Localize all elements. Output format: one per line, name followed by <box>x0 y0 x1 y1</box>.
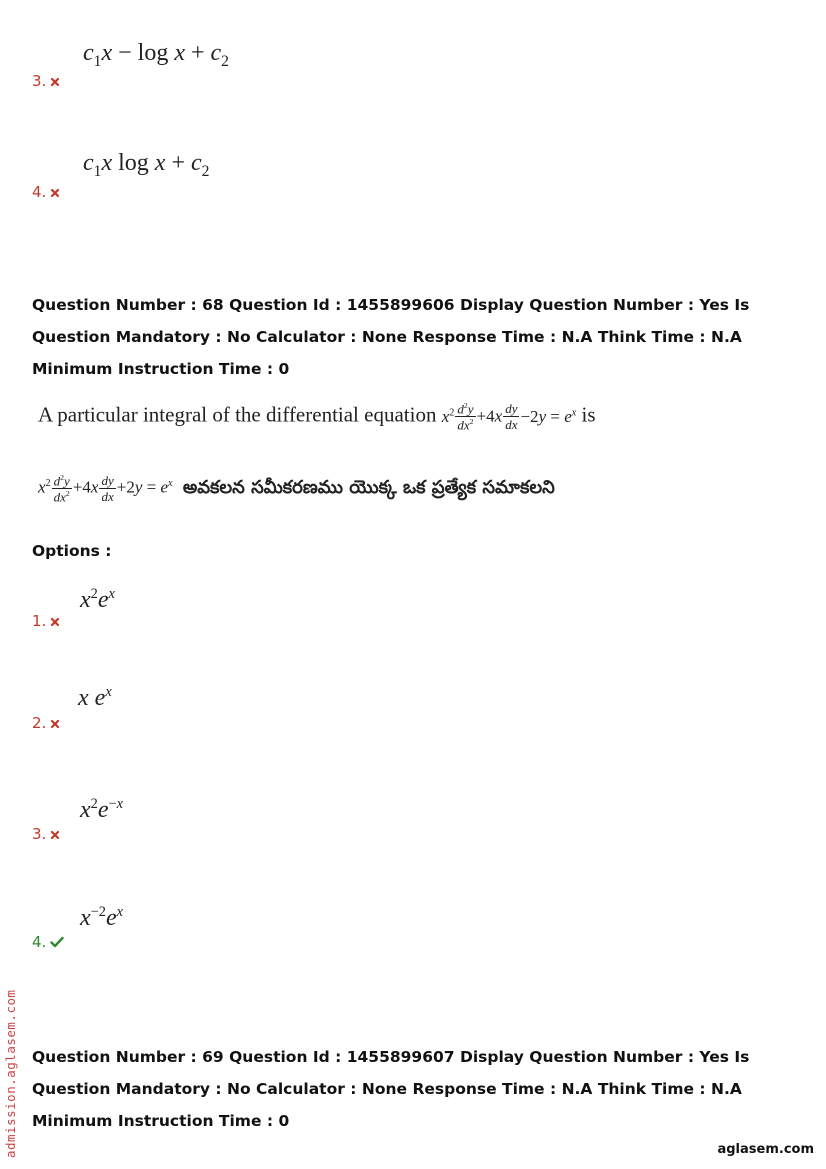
footer-brand: aglasem.com <box>717 1142 814 1157</box>
question-68-meta: Question Number : 68 Question Id : 1455899606 Display Question Number : Yes Is Question Mandatory : No Calculator : None Response Time : N.A Think Time : N.A Minimum Instruction Time : 0 <box>32 296 750 378</box>
q68-option-1-number: 1. <box>32 612 60 631</box>
option-3-formula: $c_1x - \log x + c_2$ <box>83 40 229 70</box>
cross-icon <box>50 826 60 844</box>
question-68-telugu: $x^2$ $\frac{d^2y}{dx^2}$ +4x $\frac{dy}{dx}$ $+2y = e^x$ అవకలన సమీకరణము యొక్క ఒక ప్రత్యేక సమాకలని <box>38 473 555 505</box>
check-icon <box>50 934 64 952</box>
option-4-formula: $c_1x$ $\log x + c_2$ <box>83 150 210 180</box>
cross-icon <box>50 715 60 733</box>
q68-option-1-formula: $x^2e^x$ <box>80 586 115 613</box>
q68-option-4-number: 4. <box>32 933 64 952</box>
q68-option-3-formula: $x^2e^{-x}$ <box>80 796 124 823</box>
option-3-number: 3. <box>32 72 60 91</box>
question-69-meta: Question Number : 69 Question Id : 1455899607 Display Question Number : Yes Is Question Mandatory : No Calculator : None Response Time : N.A Think Time : N.A Minimum Instruction Time : 0 <box>32 1048 750 1130</box>
cross-icon <box>50 73 60 91</box>
watermark: admission.aglasem.com <box>3 989 18 1158</box>
options-label: Options : <box>32 542 112 560</box>
q68-option-4-formula: $x^{-2}e^x$ <box>80 904 124 931</box>
cross-icon <box>50 613 60 631</box>
q68-option-2-number: 2. <box>32 714 60 733</box>
question-68-english: A particular integral of the differential equation $x^2$ $\frac{d^2y}{dx^2}$ +4x $\frac{dy}{dx}$ $-2y = e^x$ is <box>38 401 596 433</box>
option-4-number: 4. <box>32 183 60 202</box>
cross-icon <box>50 184 60 202</box>
q68-option-2-formula: x $e^x$ <box>78 684 112 711</box>
q68-option-3-number: 3. <box>32 825 60 844</box>
